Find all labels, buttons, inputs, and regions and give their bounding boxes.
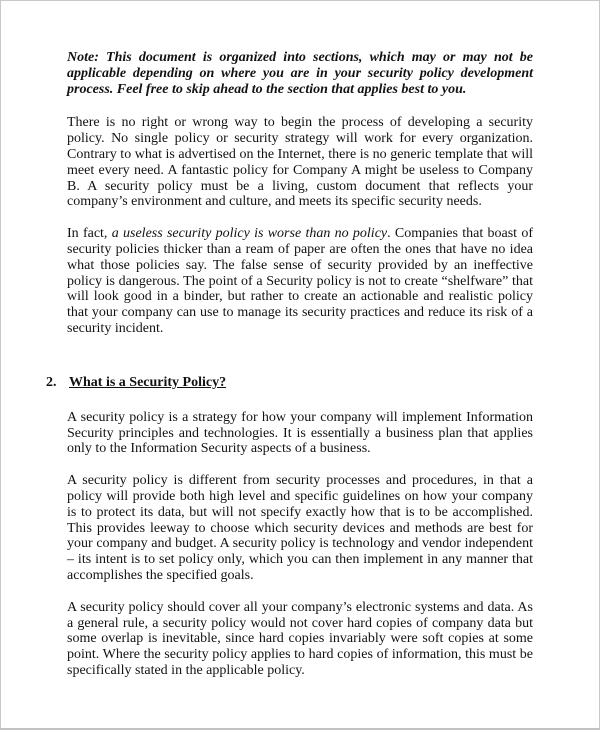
section-title: What is a Security Policy? (69, 374, 227, 390)
paragraph-fact-italic: a useless security policy is worse than no policy (111, 226, 388, 242)
paragraph-what-is-2: A security policy is different from security processes and procedures, in that a policy will provide both high level and specific guidelines on how your company is to protect its data, but will not specify exactly how that is to be accomplished. This provides leeway to choose which security devices and methods are best for your company and budget. A security policy is technology and vendor independent – its intent is to set policy only, which you can then implement in any manner that accomplishes the specified goals. (67, 473, 533, 583)
paragraph-fact-prefix: In fact, (67, 226, 112, 242)
paragraph-what-is-3: A security policy should cover all your company’s electronic systems and data. As a general rule, a security policy would not cover hard copies of company data but some overlap is inevitable, since hard copies invariably were soft copies at some point. Where the security policy applies to hard copies of information, this must be specifically stated in the applicable policy. (67, 599, 533, 678)
section-heading (46, 375, 533, 391)
paragraph-intro: There is no right or wrong way to begin the process of developing a security policy. No single policy or security strategy will work for every organization. Contrary to what is advertised on the Internet, there is no generic template that will meet every need. A fantastic policy for Company A might be useless to Company B. A security policy must be a living, custom document that reflects your company’s environment and culture, and meets its specific security needs. (67, 115, 533, 210)
paragraph-what-is-1: A security policy is a strategy for how your company will implement Information Security principles and technologies. It is essentially a business plan that applies only to the Information Security aspects of a business. (67, 409, 533, 457)
page-content (1, 1, 599, 679)
paragraph-fact (67, 226, 533, 337)
paragraph-fact-rest: . Companies that boast of security policies thicker than a ream of paper are often the ones that have no idea what those policies say. The false sense of security provided by an ineffective policy is dangerous. The point of a Security policy is not to create “shelfware” that will look good in a binder, but rather to create an actionable and realistic policy that your company can use to manage its security practices and reduce its risk of a security incident. (67, 226, 534, 336)
section-number: 2. (46, 374, 57, 390)
note-paragraph: Note: This document is organized into sections, which may or may not be applicable depending on where you are in your security policy development process. Feel free to skip ahead to the section that applies best to you. (67, 50, 533, 97)
